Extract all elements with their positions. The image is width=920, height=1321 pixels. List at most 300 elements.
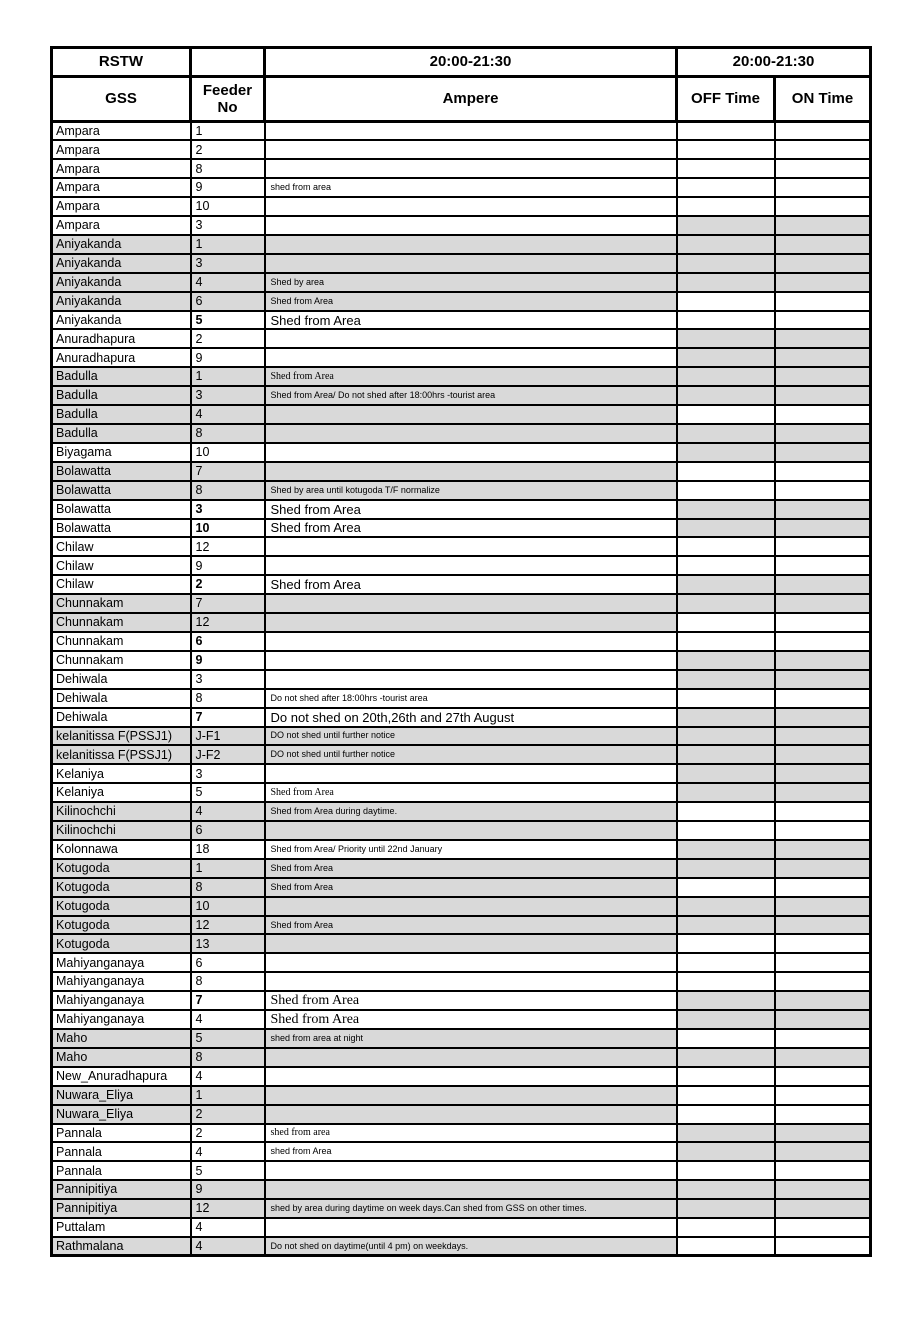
table-row bbox=[52, 1161, 871, 1180]
feeder-no-cell: 8 bbox=[191, 481, 265, 500]
on-time-cell bbox=[775, 311, 871, 330]
gss-cell: Chilaw bbox=[52, 575, 191, 594]
ampere-cell: Shed from Area bbox=[265, 991, 677, 1010]
on-time-cell bbox=[775, 934, 871, 953]
gss-cell: Dehiwala bbox=[52, 689, 191, 708]
on-time-cell bbox=[775, 916, 871, 935]
gss-cell: Chilaw bbox=[52, 537, 191, 556]
ampere-cell: Shed from Area bbox=[265, 916, 677, 935]
on-time-cell bbox=[775, 140, 871, 159]
ampere-cell: Shed from Area bbox=[265, 575, 677, 594]
table-row bbox=[52, 1029, 871, 1048]
off-time-cell bbox=[677, 1067, 775, 1086]
table-row bbox=[52, 292, 871, 311]
table-row bbox=[52, 537, 871, 556]
on-time-cell bbox=[775, 594, 871, 613]
off-time-cell bbox=[677, 178, 775, 197]
off-time-cell bbox=[677, 953, 775, 972]
ampere-cell: Shed from Area bbox=[265, 783, 677, 802]
feeder-no-column-header: Feeder No bbox=[191, 77, 265, 122]
table-row bbox=[52, 273, 871, 292]
on-time-cell bbox=[775, 764, 871, 783]
off-time-cell bbox=[677, 367, 775, 386]
table-row bbox=[52, 1048, 871, 1067]
ampere-cell bbox=[265, 424, 677, 443]
feeder-no-cell: 2 bbox=[191, 1124, 265, 1143]
ampere-cell: shed from area bbox=[265, 1124, 677, 1143]
ampere-cell: Shed from Area/ Priority until 22nd January bbox=[265, 840, 677, 859]
on-time-cell bbox=[775, 1199, 871, 1218]
gss-cell: Nuwara_Eliya bbox=[52, 1105, 191, 1124]
table-row bbox=[52, 1086, 871, 1105]
table-row bbox=[52, 878, 871, 897]
ampere-cell bbox=[265, 405, 677, 424]
ampere-cell bbox=[265, 443, 677, 462]
off-time-cell bbox=[677, 1048, 775, 1067]
off-time-cell bbox=[677, 235, 775, 254]
on-time-cell bbox=[775, 1124, 871, 1143]
table-row bbox=[52, 1199, 871, 1218]
on-time-column-header: ON Time bbox=[775, 77, 871, 122]
ampere-cell bbox=[265, 1048, 677, 1067]
on-time-cell bbox=[775, 1237, 871, 1256]
on-time-cell bbox=[775, 972, 871, 991]
on-time-cell bbox=[775, 1142, 871, 1161]
header-row-2 bbox=[52, 77, 871, 122]
on-time-cell bbox=[775, 670, 871, 689]
ampere-cell bbox=[265, 1105, 677, 1124]
table-row bbox=[52, 651, 871, 670]
feeder-no-cell: 12 bbox=[191, 537, 265, 556]
feeder-no-cell: 5 bbox=[191, 311, 265, 330]
off-time-cell bbox=[677, 1199, 775, 1218]
off-time-cell bbox=[677, 386, 775, 405]
ampere-cell: Shed from Area bbox=[265, 1010, 677, 1029]
table-row bbox=[52, 122, 871, 141]
gss-cell: Ampara bbox=[52, 197, 191, 216]
off-time-cell bbox=[677, 783, 775, 802]
off-time-cell bbox=[677, 632, 775, 651]
on-time-cell bbox=[775, 840, 871, 859]
ampere-cell bbox=[265, 159, 677, 178]
gss-cell: Pannala bbox=[52, 1124, 191, 1143]
ampere-cell bbox=[265, 651, 677, 670]
on-time-cell bbox=[775, 254, 871, 273]
off-time-cell bbox=[677, 348, 775, 367]
feeder-no-cell: 6 bbox=[191, 821, 265, 840]
feeder-no-cell: 8 bbox=[191, 878, 265, 897]
table-row bbox=[52, 991, 871, 1010]
on-time-cell bbox=[775, 443, 871, 462]
ampere-cell: Shed from Area bbox=[265, 500, 677, 519]
on-time-cell bbox=[775, 292, 871, 311]
on-time-cell bbox=[775, 651, 871, 670]
table-row bbox=[52, 727, 871, 746]
ampere-cell bbox=[265, 1067, 677, 1086]
on-time-cell bbox=[775, 859, 871, 878]
off-time-cell bbox=[677, 972, 775, 991]
gss-cell: Pannipitiya bbox=[52, 1199, 191, 1218]
ampere-cell: Shed by area bbox=[265, 273, 677, 292]
gss-cell: Kelaniya bbox=[52, 764, 191, 783]
gss-cell: Aniyakanda bbox=[52, 235, 191, 254]
on-time-cell bbox=[775, 462, 871, 481]
off-time-cell bbox=[677, 481, 775, 500]
on-time-cell bbox=[775, 235, 871, 254]
feeder-no-cell: J-F2 bbox=[191, 745, 265, 764]
ampere-cell bbox=[265, 613, 677, 632]
off-time-cell bbox=[677, 462, 775, 481]
gss-cell: Chilaw bbox=[52, 556, 191, 575]
off-time-cell bbox=[677, 934, 775, 953]
gss-cell: Pannipitiya bbox=[52, 1180, 191, 1199]
gss-cell: Pannala bbox=[52, 1161, 191, 1180]
feeder-no-cell: 3 bbox=[191, 670, 265, 689]
gss-cell: Badulla bbox=[52, 386, 191, 405]
table-row bbox=[52, 632, 871, 651]
gss-cell: Chunnakam bbox=[52, 613, 191, 632]
ampere-cell: Shed from Area bbox=[265, 311, 677, 330]
on-time-cell bbox=[775, 197, 871, 216]
ampere-cell: Do not shed on daytime(until 4 pm) on weekdays. bbox=[265, 1237, 677, 1256]
off-time-cell bbox=[677, 1105, 775, 1124]
on-time-cell bbox=[775, 556, 871, 575]
header-row-1 bbox=[52, 48, 871, 77]
feeder-no-cell: 4 bbox=[191, 1067, 265, 1086]
feeder-no-cell: 5 bbox=[191, 1161, 265, 1180]
load-shedding-table bbox=[50, 46, 872, 1257]
table-row bbox=[52, 916, 871, 935]
on-time-cell bbox=[775, 159, 871, 178]
on-time-cell bbox=[775, 802, 871, 821]
on-time-cell bbox=[775, 405, 871, 424]
offon-time-header: 20:00-21:30 bbox=[677, 48, 871, 77]
gss-cell: Chunnakam bbox=[52, 651, 191, 670]
table-row bbox=[52, 1124, 871, 1143]
feeder-no-cell: 7 bbox=[191, 991, 265, 1010]
feeder-no-cell: 4 bbox=[191, 1142, 265, 1161]
on-time-cell bbox=[775, 689, 871, 708]
on-time-cell bbox=[775, 367, 871, 386]
off-time-cell bbox=[677, 840, 775, 859]
off-time-cell bbox=[677, 140, 775, 159]
on-time-cell bbox=[775, 897, 871, 916]
gss-cell: Bolawatta bbox=[52, 519, 191, 538]
gss-column-header: GSS bbox=[52, 77, 191, 122]
feeder-no-cell: 18 bbox=[191, 840, 265, 859]
on-time-cell bbox=[775, 1218, 871, 1237]
table-row bbox=[52, 443, 871, 462]
gss-cell: Kotugoda bbox=[52, 916, 191, 935]
feeder-no-cell: 3 bbox=[191, 500, 265, 519]
on-time-cell bbox=[775, 632, 871, 651]
table-row bbox=[52, 594, 871, 613]
off-time-cell bbox=[677, 1237, 775, 1256]
gss-cell: Puttalam bbox=[52, 1218, 191, 1237]
on-time-cell bbox=[775, 122, 871, 141]
off-time-cell bbox=[677, 1029, 775, 1048]
gss-cell: Aniyakanda bbox=[52, 292, 191, 311]
table-row bbox=[52, 311, 871, 330]
ampere-cell bbox=[265, 934, 677, 953]
gss-cell: Maho bbox=[52, 1029, 191, 1048]
gss-cell: Mahiyanganaya bbox=[52, 991, 191, 1010]
ampere-cell: Shed from Area/ Do not shed after 18:00hrs -tourist area bbox=[265, 386, 677, 405]
off-time-cell bbox=[677, 594, 775, 613]
on-time-cell bbox=[775, 216, 871, 235]
off-time-cell bbox=[677, 424, 775, 443]
ampere-cell: shed from area at night bbox=[265, 1029, 677, 1048]
off-time-cell bbox=[677, 897, 775, 916]
on-time-cell bbox=[775, 424, 871, 443]
feeder-no-cell: 5 bbox=[191, 1029, 265, 1048]
feeder-no-cell: 1 bbox=[191, 859, 265, 878]
on-time-cell bbox=[775, 575, 871, 594]
off-time-cell bbox=[677, 613, 775, 632]
table-row bbox=[52, 178, 871, 197]
off-time-cell bbox=[677, 197, 775, 216]
ampere-time-header: 20:00-21:30 bbox=[265, 48, 677, 77]
table-row bbox=[52, 348, 871, 367]
off-time-column-header: OFF Time bbox=[677, 77, 775, 122]
feeder-no-cell: 8 bbox=[191, 424, 265, 443]
gss-cell: Ampara bbox=[52, 122, 191, 141]
off-time-cell bbox=[677, 1124, 775, 1143]
gss-cell: Kilinochchi bbox=[52, 802, 191, 821]
gss-cell: Bolawatta bbox=[52, 481, 191, 500]
off-time-cell bbox=[677, 122, 775, 141]
on-time-cell bbox=[775, 1086, 871, 1105]
off-time-cell bbox=[677, 859, 775, 878]
ampere-cell: Shed from Area bbox=[265, 292, 677, 311]
feeder-no-cell: 1 bbox=[191, 235, 265, 254]
table-row bbox=[52, 764, 871, 783]
table-row bbox=[52, 367, 871, 386]
ampere-cell: DO not shed until further notice bbox=[265, 727, 677, 746]
gss-cell: Mahiyanganaya bbox=[52, 953, 191, 972]
ampere-cell bbox=[265, 216, 677, 235]
table-row bbox=[52, 254, 871, 273]
ampere-cell: Shed from Area bbox=[265, 519, 677, 538]
feeder-no-cell: 1 bbox=[191, 1086, 265, 1105]
feeder-no-cell: 3 bbox=[191, 764, 265, 783]
feeder-no-cell: 7 bbox=[191, 594, 265, 613]
feeder-no-cell: 9 bbox=[191, 556, 265, 575]
ampere-cell bbox=[265, 122, 677, 141]
on-time-cell bbox=[775, 783, 871, 802]
off-time-cell bbox=[677, 537, 775, 556]
feeder-no-cell: 9 bbox=[191, 1180, 265, 1199]
table-row bbox=[52, 953, 871, 972]
off-time-cell bbox=[677, 216, 775, 235]
ampere-cell bbox=[265, 632, 677, 651]
off-time-cell bbox=[677, 575, 775, 594]
ampere-cell bbox=[265, 953, 677, 972]
gss-cell: Kotugoda bbox=[52, 878, 191, 897]
feeder-no-cell: 3 bbox=[191, 386, 265, 405]
feeder-no-cell: 13 bbox=[191, 934, 265, 953]
off-time-cell bbox=[677, 254, 775, 273]
table-row bbox=[52, 329, 871, 348]
gss-cell: Badulla bbox=[52, 405, 191, 424]
blank-header-cell bbox=[191, 48, 265, 77]
feeder-no-cell: 2 bbox=[191, 1105, 265, 1124]
feeder-no-cell: 1 bbox=[191, 367, 265, 386]
feeder-no-cell: 6 bbox=[191, 953, 265, 972]
table-row bbox=[52, 1142, 871, 1161]
off-time-cell bbox=[677, 802, 775, 821]
ampere-cell bbox=[265, 537, 677, 556]
table-row bbox=[52, 821, 871, 840]
ampere-cell: Shed from Area bbox=[265, 878, 677, 897]
table-row bbox=[52, 859, 871, 878]
ampere-cell: shed from area bbox=[265, 178, 677, 197]
table-row bbox=[52, 500, 871, 519]
ampere-cell bbox=[265, 1180, 677, 1199]
table-row bbox=[52, 1237, 871, 1256]
gss-cell: Maho bbox=[52, 1048, 191, 1067]
gss-cell: kelanitissa F(PSSJ1) bbox=[52, 727, 191, 746]
off-time-cell bbox=[677, 745, 775, 764]
ampere-cell bbox=[265, 821, 677, 840]
off-time-cell bbox=[677, 708, 775, 727]
ampere-cell: shed by area during daytime on week days.Can shed from GSS on other times. bbox=[265, 1199, 677, 1218]
table-row bbox=[52, 934, 871, 953]
off-time-cell bbox=[677, 1010, 775, 1029]
gss-cell: Badulla bbox=[52, 367, 191, 386]
on-time-cell bbox=[775, 386, 871, 405]
table-row bbox=[52, 745, 871, 764]
on-time-cell bbox=[775, 329, 871, 348]
feeder-no-cell: 12 bbox=[191, 613, 265, 632]
on-time-cell bbox=[775, 348, 871, 367]
off-time-cell bbox=[677, 764, 775, 783]
feeder-no-cell: 4 bbox=[191, 273, 265, 292]
off-time-cell bbox=[677, 443, 775, 462]
feeder-no-cell: 6 bbox=[191, 632, 265, 651]
ampere-cell bbox=[265, 670, 677, 689]
on-time-cell bbox=[775, 1105, 871, 1124]
table-row bbox=[52, 197, 871, 216]
gss-cell: Bolawatta bbox=[52, 500, 191, 519]
table-row bbox=[52, 519, 871, 538]
off-time-cell bbox=[677, 670, 775, 689]
feeder-no-cell: 7 bbox=[191, 708, 265, 727]
gss-cell: Kotugoda bbox=[52, 859, 191, 878]
rstw-header: RSTW bbox=[52, 48, 191, 77]
table-row bbox=[52, 802, 871, 821]
feeder-no-cell: 3 bbox=[191, 254, 265, 273]
table-row bbox=[52, 481, 871, 500]
off-time-cell bbox=[677, 689, 775, 708]
ampere-cell bbox=[265, 1161, 677, 1180]
table-row bbox=[52, 670, 871, 689]
on-time-cell bbox=[775, 178, 871, 197]
feeder-no-cell: 8 bbox=[191, 972, 265, 991]
on-time-cell bbox=[775, 481, 871, 500]
ampere-cell bbox=[265, 140, 677, 159]
feeder-no-cell: 10 bbox=[191, 897, 265, 916]
off-time-cell bbox=[677, 500, 775, 519]
ampere-cell bbox=[265, 1218, 677, 1237]
off-time-cell bbox=[677, 1180, 775, 1199]
table-row bbox=[52, 708, 871, 727]
table-row bbox=[52, 972, 871, 991]
gss-cell: Dehiwala bbox=[52, 670, 191, 689]
ampere-cell bbox=[265, 556, 677, 575]
table-row bbox=[52, 140, 871, 159]
table-row bbox=[52, 556, 871, 575]
table-row bbox=[52, 613, 871, 632]
ampere-cell bbox=[265, 235, 677, 254]
gss-cell: Chunnakam bbox=[52, 632, 191, 651]
on-time-cell bbox=[775, 821, 871, 840]
gss-cell: Kolonnawa bbox=[52, 840, 191, 859]
feeder-no-cell: 10 bbox=[191, 197, 265, 216]
off-time-cell bbox=[677, 1218, 775, 1237]
gss-cell: Chunnakam bbox=[52, 594, 191, 613]
gss-cell: Aniyakanda bbox=[52, 311, 191, 330]
gss-cell: Ampara bbox=[52, 178, 191, 197]
table-row bbox=[52, 1010, 871, 1029]
ampere-cell bbox=[265, 329, 677, 348]
feeder-no-cell: 2 bbox=[191, 575, 265, 594]
ampere-cell: shed from Area bbox=[265, 1142, 677, 1161]
gss-cell: Kotugoda bbox=[52, 897, 191, 916]
table-row bbox=[52, 386, 871, 405]
gss-cell: Ampara bbox=[52, 159, 191, 178]
off-time-cell bbox=[677, 273, 775, 292]
off-time-cell bbox=[677, 821, 775, 840]
on-time-cell bbox=[775, 708, 871, 727]
off-time-cell bbox=[677, 878, 775, 897]
feeder-no-cell: 12 bbox=[191, 916, 265, 935]
table-row bbox=[52, 462, 871, 481]
table-row bbox=[52, 840, 871, 859]
feeder-no-cell: 9 bbox=[191, 178, 265, 197]
on-time-cell bbox=[775, 537, 871, 556]
feeder-no-cell: J-F1 bbox=[191, 727, 265, 746]
feeder-no-cell: 4 bbox=[191, 405, 265, 424]
gss-cell: Ampara bbox=[52, 216, 191, 235]
ampere-cell bbox=[265, 197, 677, 216]
gss-cell: Kotugoda bbox=[52, 934, 191, 953]
table-row bbox=[52, 689, 871, 708]
feeder-no-cell: 4 bbox=[191, 1218, 265, 1237]
on-time-cell bbox=[775, 1029, 871, 1048]
table-row bbox=[52, 575, 871, 594]
feeder-no-cell: 9 bbox=[191, 651, 265, 670]
gss-cell: Nuwara_Eliya bbox=[52, 1086, 191, 1105]
ampere-cell: Do not shed after 18:00hrs -tourist area bbox=[265, 689, 677, 708]
gss-cell: Aniyakanda bbox=[52, 254, 191, 273]
ampere-cell: Shed by area until kotugoda T/F normalize bbox=[265, 481, 677, 500]
on-time-cell bbox=[775, 953, 871, 972]
ampere-cell bbox=[265, 972, 677, 991]
gss-cell: Kelaniya bbox=[52, 783, 191, 802]
ampere-cell bbox=[265, 254, 677, 273]
gss-cell: kelanitissa F(PSSJ1) bbox=[52, 745, 191, 764]
ampere-cell bbox=[265, 462, 677, 481]
feeder-no-cell: 2 bbox=[191, 329, 265, 348]
off-time-cell bbox=[677, 727, 775, 746]
ampere-cell bbox=[265, 348, 677, 367]
table-row bbox=[52, 424, 871, 443]
off-time-cell bbox=[677, 1142, 775, 1161]
ampere-cell: DO not shed until further notice bbox=[265, 745, 677, 764]
ampere-cell: Shed from Area bbox=[265, 859, 677, 878]
feeder-no-cell: 7 bbox=[191, 462, 265, 481]
